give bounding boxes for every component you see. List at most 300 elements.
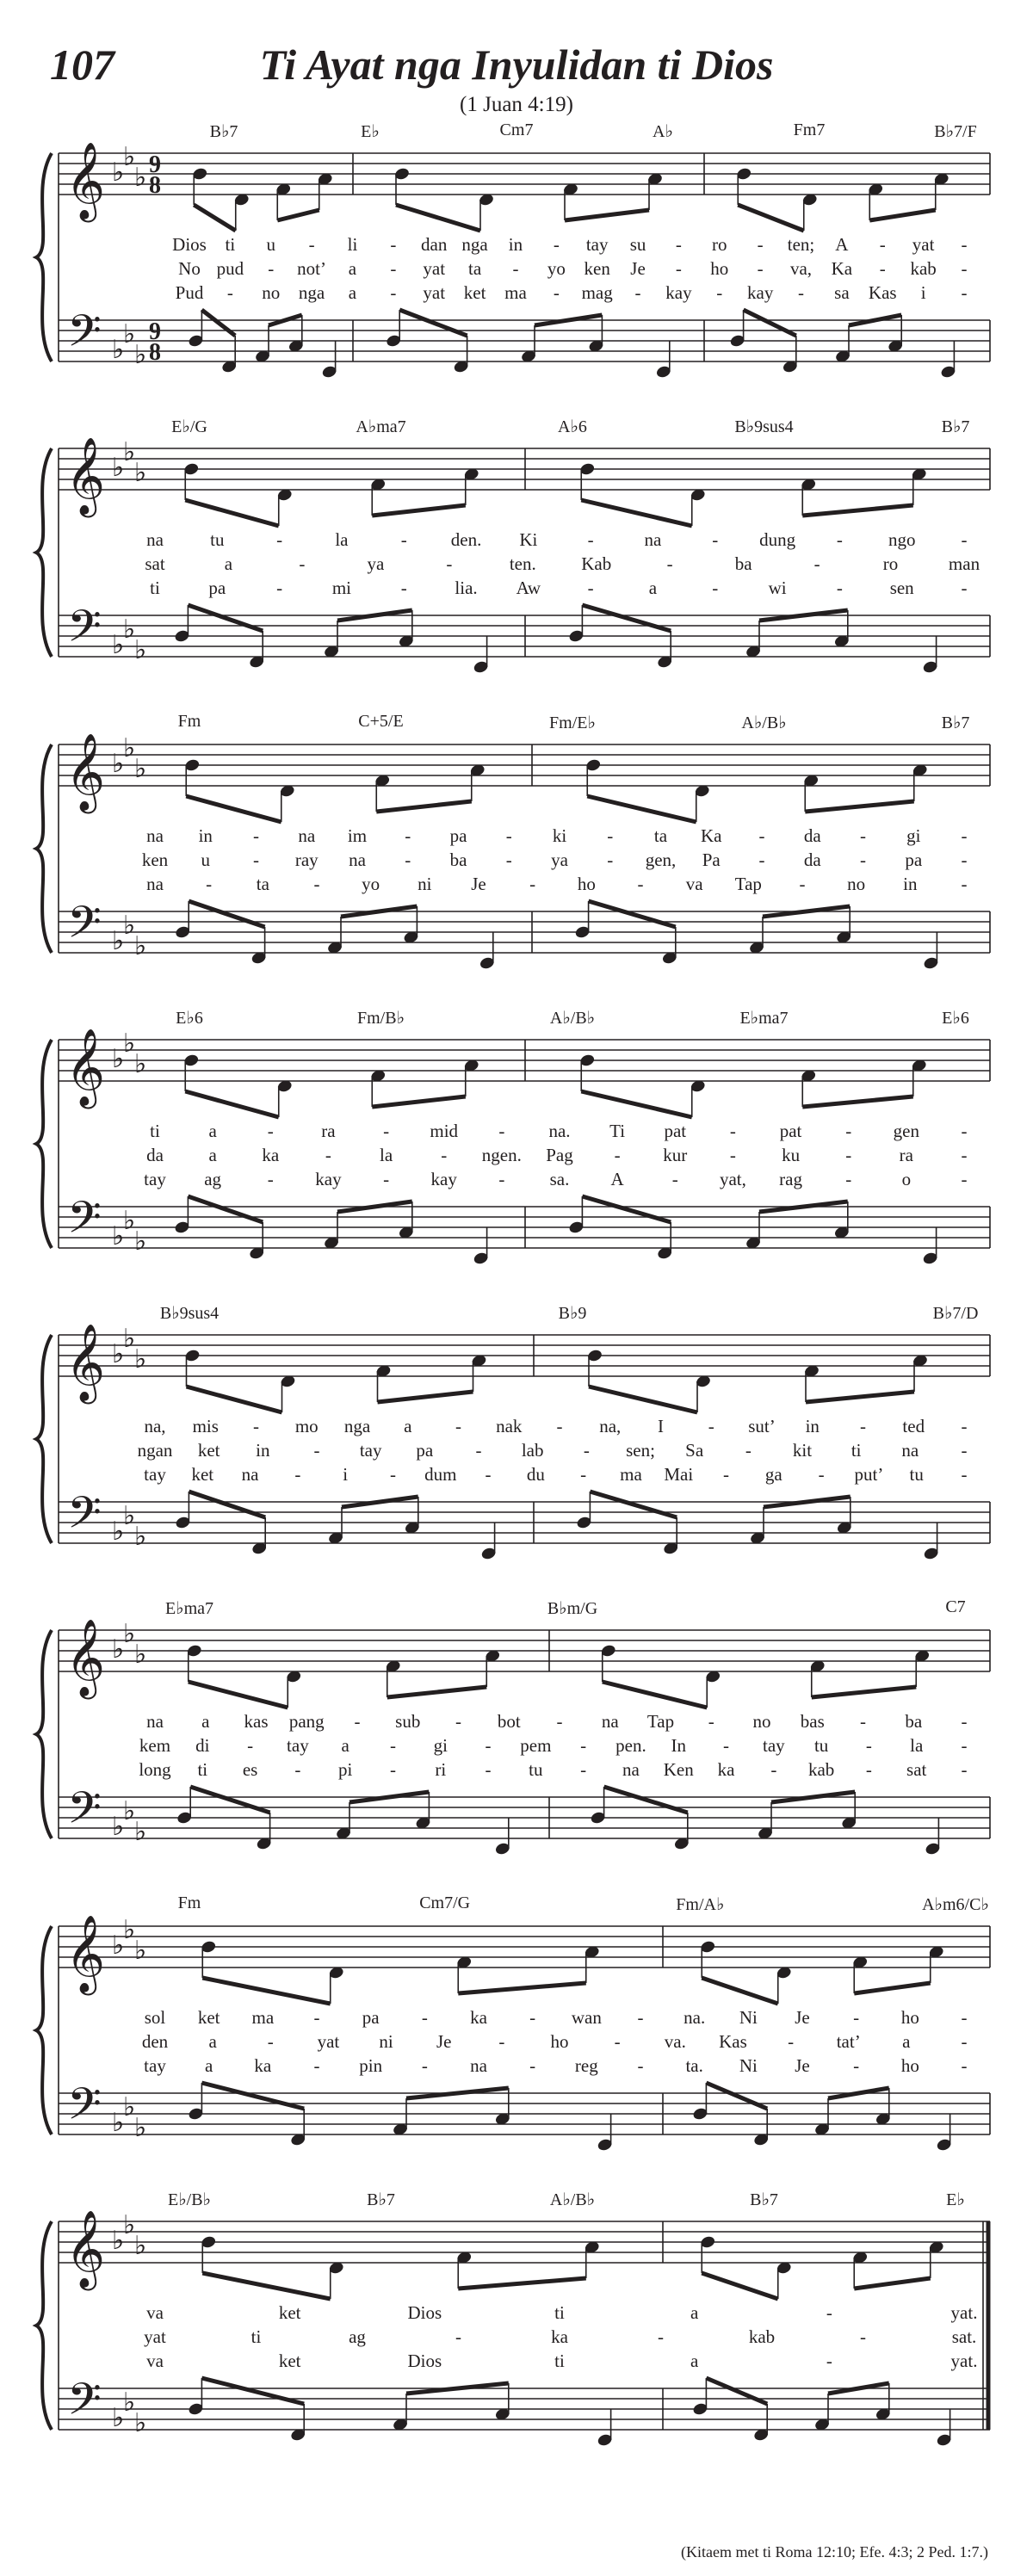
lyric-syllable-verse-2: - <box>961 1735 968 1756</box>
lyric-syllable-verse-1: - <box>757 234 764 255</box>
lyric-syllable-verse-2: a <box>348 258 357 279</box>
lyric-syllable-verse-1: pat <box>664 1121 687 1141</box>
lyric-syllable-verse-2: ni <box>379 2031 393 2052</box>
key-signature-flats <box>112 2388 146 2438</box>
lyric-syllable-verse-3: - <box>637 2055 644 2076</box>
lyric-syllable-verse-3: kay <box>315 1169 342 1189</box>
lyric-syllable-verse-1: pat <box>779 1121 802 1141</box>
lyric-syllable-verse-2: - <box>658 2326 664 2347</box>
lyric-syllable-verse-2: - <box>441 1145 448 1165</box>
chord-symbol: Fm/E♭ <box>549 713 596 732</box>
lyric-syllable-verse-2: Sa <box>685 1440 704 1461</box>
lyric-syllable-verse-2: yat <box>144 2326 166 2347</box>
lyric-syllable-verse-3: wi <box>768 578 787 598</box>
lyric-syllable-verse-2: - <box>757 258 764 279</box>
svg-text:♭: ♭ <box>112 1339 125 1369</box>
lyric-syllable-verse-1: na, <box>144 1416 166 1436</box>
lyric-syllable-verse-2: ti <box>851 1440 862 1461</box>
lyric-syllable-verse-1: pa <box>449 825 467 846</box>
svg-text:♭: ♭ <box>123 1501 136 1531</box>
lyric-syllable-verse-2: - <box>505 849 512 870</box>
lyric-syllable-verse-1: - <box>455 1711 461 1732</box>
treble-notes <box>579 1053 928 1117</box>
lyric-syllable-verse-3: va <box>146 2351 164 2371</box>
lyric-syllable-verse-3: - <box>389 1464 396 1485</box>
chord-symbol: B♭7 <box>367 2190 395 2209</box>
lyric-syllable-verse-1: a <box>201 1711 210 1732</box>
lyric-syllable-verse-3: - <box>961 2055 968 2076</box>
treble-notes <box>183 1053 480 1117</box>
lyric-syllable-verse-1: - <box>405 825 411 846</box>
lyric-syllable-verse-3: - <box>390 282 397 303</box>
lyric-syllable-verse-2: - <box>961 849 968 870</box>
lyric-syllable-verse-2: sat <box>145 553 165 574</box>
lyric-syllable-verse-2: ag <box>349 2326 366 2347</box>
key-signature-flats <box>112 1796 146 1847</box>
svg-text:♭: ♭ <box>112 1634 125 1665</box>
chord-symbol: A♭m6/C♭ <box>922 1895 989 1914</box>
lyric-syllable-verse-1: bot <box>497 1711 521 1732</box>
lyric-syllable-verse-2: in <box>256 1440 270 1461</box>
lyric-syllable-verse-1: - <box>729 1121 736 1141</box>
lyric-syllable-verse-2: Kas <box>719 2031 747 2052</box>
lyric-syllable-verse-2: di <box>195 1735 210 1756</box>
lyric-syllable-verse-2: - <box>865 1735 872 1756</box>
lyric-syllable-verse-2: kab <box>748 2326 776 2347</box>
svg-text:♭: ♭ <box>112 630 125 660</box>
bass-clef-icon <box>67 1486 102 1549</box>
lyric-syllable-verse-2: - <box>788 2031 795 2052</box>
treble-clef-icon <box>65 1324 105 1405</box>
lyric-syllable-verse-2: No <box>178 258 201 279</box>
lyric-syllable-verse-1: - <box>253 825 259 846</box>
treble-clef-icon <box>65 733 105 814</box>
lyric-syllable-verse-2: na <box>901 1440 919 1461</box>
svg-text:♭: ♭ <box>112 1517 125 1547</box>
lyric-syllable-verse-1: Ki <box>519 529 538 550</box>
lyric-syllable-verse-2: pem <box>520 1735 552 1756</box>
lyric-syllable-verse-1: - <box>961 529 968 550</box>
chord-symbol: B♭9sus4 <box>159 1304 220 1323</box>
treble-notes <box>585 758 929 822</box>
lyric-syllable-verse-1: na <box>146 825 164 846</box>
svg-text:♭: ♭ <box>112 1812 125 1842</box>
treble-notes <box>700 1940 945 2004</box>
lyric-syllable-verse-2: ya <box>367 553 385 574</box>
lyric-syllable-verse-2: ra <box>899 1145 914 1165</box>
lyric-syllable-verse-2: yat <box>317 2031 340 2052</box>
lyric-syllable-verse-2: - <box>745 1440 752 1461</box>
lyric-syllable-verse-3: - <box>961 874 968 894</box>
treble-notes <box>579 462 928 526</box>
treble-staff <box>59 1040 990 1081</box>
lyric-syllable-verse-1: ho <box>900 2007 919 2028</box>
svg-text:𝄞: 𝄞 <box>65 1619 106 1696</box>
chord-symbol: Cm7 <box>499 120 534 139</box>
lyric-syllable-verse-3: nga <box>298 282 325 303</box>
lyric-syllable-verse-2: pa <box>905 849 923 870</box>
lyric-syllable-verse-1: su <box>629 234 646 255</box>
lyric-syllable-verse-2: - <box>961 1145 968 1165</box>
svg-text:♭: ♭ <box>134 1226 147 1257</box>
lyric-syllable-verse-3: mag <box>581 282 613 303</box>
lyric-syllable-verse-1: na <box>146 529 164 550</box>
svg-text:♭: ♭ <box>123 1029 136 1059</box>
svg-text:♭: ♭ <box>112 158 125 188</box>
lyric-syllable-verse-2: sen; <box>626 1440 655 1461</box>
lyric-syllable-verse-1: na. <box>548 1121 571 1141</box>
lyric-syllable-verse-2: ken <box>141 849 169 870</box>
lyric-syllable-verse-2: Pag <box>546 1145 573 1165</box>
lyric-syllable-verse-2: va. <box>664 2031 686 2052</box>
lyric-syllable-verse-2: ten. <box>509 553 536 574</box>
lyric-syllable-verse-1: tu <box>210 529 225 550</box>
lyric-syllable-verse-2: - <box>405 849 411 870</box>
lyric-syllable-verse-3: - <box>798 282 805 303</box>
lyric-syllable-verse-1: - <box>498 1121 505 1141</box>
svg-text:♭: ♭ <box>123 2210 136 2240</box>
lyric-syllable-verse-3: pin <box>359 2055 383 2076</box>
lyric-syllable-verse-3: sa. <box>549 1169 570 1189</box>
key-signature-flats <box>112 2210 146 2261</box>
lyric-syllable-verse-3: du <box>526 1464 545 1485</box>
lyric-syllable-verse-1: ki <box>552 825 567 846</box>
system-brace <box>36 1630 59 1838</box>
lyric-syllable-verse-1: sub <box>395 1711 421 1732</box>
lyric-syllable-verse-1: ngo <box>888 529 916 550</box>
bass-clef-icon <box>67 2373 102 2436</box>
lyric-syllable-verse-1: mis <box>192 1416 219 1436</box>
lyric-syllable-verse-3: - <box>853 2055 860 2076</box>
lyric-syllable-verse-3: - <box>580 1464 587 1485</box>
lyric-syllable-verse-3: - <box>818 1464 825 1485</box>
lyric-syllable-verse-1: ti <box>225 234 236 255</box>
lyric-syllable-verse-3: - <box>770 1759 777 1780</box>
lyric-syllable-verse-2: kur <box>663 1145 688 1165</box>
chord-symbol: E♭ma7 <box>164 1599 214 1618</box>
lyric-syllable-verse-2: - <box>299 553 306 574</box>
lyric-syllable-verse-2: ray <box>294 849 319 870</box>
treble-notes <box>600 1644 931 1708</box>
lyric-syllable-verse-1: - <box>267 1121 274 1141</box>
lyric-syllable-verse-3: dum <box>424 1464 457 1485</box>
treble-staff <box>59 2221 990 2263</box>
lyric-syllable-verse-2: - <box>961 258 968 279</box>
lyric-syllable-verse-1: - <box>587 529 594 550</box>
lyric-syllable-verse-2: - <box>583 1440 590 1461</box>
lyric-syllable-verse-1: Ti <box>609 1121 626 1141</box>
system-brace <box>36 153 59 361</box>
lyric-syllable-verse-3: ti <box>150 578 160 598</box>
lyric-syllable-verse-1: Dios <box>172 234 207 255</box>
lyric-syllable-verse-1: - <box>505 825 512 846</box>
treble-notes <box>201 2235 601 2299</box>
lyric-syllable-verse-2: - <box>247 1735 254 1756</box>
lyric-syllable-verse-1: in <box>508 234 523 255</box>
lyric-syllable-verse-3: - <box>961 1759 968 1780</box>
time-signature <box>149 151 161 199</box>
lyric-syllable-verse-2: - <box>607 849 614 870</box>
svg-text:♭: ♭ <box>123 1206 136 1236</box>
lyric-syllable-verse-2: ket <box>197 1440 220 1461</box>
lyric-syllable-verse-3: - <box>723 1464 730 1485</box>
svg-text:𝄢: 𝄢 <box>67 305 102 368</box>
lyric-syllable-verse-2: - <box>313 1440 320 1461</box>
lyric-syllable-verse-2: - <box>253 849 259 870</box>
lyric-syllable-verse-3: sen <box>889 578 914 598</box>
system-brace <box>36 1926 59 2134</box>
chord-symbol: B♭7 <box>750 2190 778 2209</box>
key-signature-flats <box>112 615 146 665</box>
svg-text:♭: ♭ <box>134 1049 147 1079</box>
lyric-syllable-verse-2: ho <box>710 258 729 279</box>
key-signature-flats <box>112 911 146 961</box>
svg-text:♭: ♭ <box>112 1930 125 1961</box>
lyric-syllable-verse-1: yat. <box>950 2302 978 2323</box>
lyric-syllable-verse-3: va <box>685 874 703 894</box>
lyric-syllable-verse-3: ag <box>204 1169 222 1189</box>
lyric-syllable-verse-3: pi <box>338 1759 353 1780</box>
lyric-syllable-verse-2: ken <box>584 258 610 279</box>
lyric-syllable-verse-3: Tap <box>734 874 762 894</box>
bass-clef-icon <box>67 896 102 959</box>
lyric-syllable-verse-1: in <box>805 1416 820 1436</box>
lyric-syllable-verse-2: ba <box>449 849 467 870</box>
lyric-syllable-verse-1: nga <box>461 234 488 255</box>
lyric-syllable-verse-3: i <box>920 282 926 303</box>
svg-text:♭: ♭ <box>123 733 136 763</box>
lyric-syllable-verse-3: Kas <box>868 282 897 303</box>
song-title: Ti Ayat nga Inyulidan ti Dios <box>259 40 774 89</box>
svg-text:♭: ♭ <box>123 911 136 941</box>
lyric-syllable-verse-3: in <box>903 874 918 894</box>
svg-text:♭: ♭ <box>123 1619 136 1649</box>
bass-clef-icon <box>67 1782 102 1844</box>
svg-text:♭: ♭ <box>112 335 125 365</box>
chord-symbol: E♭/G <box>171 417 207 436</box>
lyric-syllable-verse-1: - <box>390 234 397 255</box>
lyric-syllable-verse-3: - <box>529 2055 536 2076</box>
lyric-syllable-verse-2: ka <box>262 1145 280 1165</box>
key-signature-flats <box>112 1915 146 1966</box>
treble-notes <box>586 1349 928 1412</box>
music-system <box>0 1893 1033 2190</box>
system-brace <box>36 2221 59 2430</box>
treble-notes <box>393 167 663 231</box>
lyric-syllable-verse-2: not’ <box>297 258 327 279</box>
lyric-syllable-verse-2: - <box>879 258 886 279</box>
treble-clef-icon <box>65 1619 105 1700</box>
lyric-syllable-verse-2: - <box>580 1735 587 1756</box>
lyric-syllable-verse-3: tu <box>529 1759 543 1780</box>
music-system <box>0 120 1033 417</box>
lyric-syllable-verse-3: mi <box>331 578 352 598</box>
lyric-syllable-verse-3: yo <box>362 874 380 894</box>
lyric-syllable-verse-1: Tap <box>646 1711 675 1732</box>
lyric-syllable-verse-3: tay <box>144 2055 166 2076</box>
treble-notes <box>186 1644 501 1708</box>
lyric-syllable-verse-2: - <box>389 1735 396 1756</box>
lyric-syllable-verse-1: dan <box>421 234 448 255</box>
lyric-syllable-verse-3: - <box>267 1169 274 1189</box>
treble-clef-icon <box>65 1029 105 1109</box>
svg-text:𝄞: 𝄞 <box>65 1029 106 1106</box>
lyric-syllable-verse-3: ka <box>717 1759 735 1780</box>
lyric-syllable-verse-3: yat, <box>719 1169 746 1189</box>
svg-text:♭: ♭ <box>134 635 147 665</box>
lyric-syllable-verse-3: Pud <box>175 282 204 303</box>
bass-clef-icon <box>67 1191 102 1254</box>
lyric-syllable-verse-1: na <box>644 529 662 550</box>
lyric-syllable-verse-1: a <box>404 1416 412 1436</box>
svg-text:♭: ♭ <box>112 1044 125 1074</box>
chord-symbol: Fm <box>177 712 201 731</box>
lyric-syllable-verse-2: - <box>723 1735 730 1756</box>
svg-text:♭: ♭ <box>134 754 147 784</box>
chord-symbol: E♭6 <box>942 1009 969 1028</box>
lyric-syllable-verse-2: Ka <box>831 258 853 279</box>
chord-symbol: B♭7/D <box>932 1304 979 1323</box>
lyric-syllable-verse-2: u <box>201 849 210 870</box>
key-signature-flats <box>112 1501 146 1552</box>
lyric-syllable-verse-3: Dios <box>407 2351 442 2371</box>
lyric-syllable-verse-2: ti <box>251 2326 262 2347</box>
svg-text:♭: ♭ <box>112 2108 125 2138</box>
key-signature-flats <box>112 733 146 784</box>
lyric-syllable-verse-1: ket <box>278 2302 301 2323</box>
song-number: 107 <box>50 40 114 89</box>
lyric-syllable-verse-1: - <box>961 1121 968 1141</box>
lyric-syllable-verse-2: - <box>675 258 682 279</box>
lyric-syllable-verse-1: - <box>853 2007 860 2028</box>
lyric-syllable-verse-1: A <box>835 234 849 255</box>
lyric-syllable-verse-1: la <box>335 529 349 550</box>
chord-symbol: C+5/E <box>358 712 404 731</box>
svg-text:8: 8 <box>149 172 161 199</box>
lyric-syllable-verse-1: - <box>400 529 407 550</box>
lyric-syllable-verse-2: gen, <box>645 849 677 870</box>
lyric-syllable-verse-3: sa <box>834 282 850 303</box>
lyric-syllable-verse-3: Je <box>471 874 486 894</box>
svg-text:𝄢: 𝄢 <box>67 600 102 663</box>
svg-text:𝄢: 𝄢 <box>67 896 102 959</box>
lyric-syllable-verse-2: ku <box>782 1145 801 1165</box>
lyric-syllable-verse-3: ni <box>418 874 432 894</box>
lyric-syllable-verse-2: a <box>208 2031 217 2052</box>
lyric-syllable-verse-3: rag <box>779 1169 802 1189</box>
lyric-syllable-verse-1: - <box>308 234 315 255</box>
svg-text:♭: ♭ <box>112 2226 125 2256</box>
lyric-syllable-verse-3: - <box>294 1759 301 1780</box>
music-system <box>0 1007 1033 1304</box>
svg-text:𝄢: 𝄢 <box>67 2078 102 2140</box>
svg-text:𝄞: 𝄞 <box>65 437 106 515</box>
lyric-syllable-verse-2: den <box>141 2031 169 2052</box>
lyric-syllable-verse-1: - <box>961 2007 968 2028</box>
lyric-syllable-verse-3: - <box>845 1169 852 1189</box>
lyric-syllable-verse-1: Dios <box>407 2302 442 2323</box>
lyric-syllable-verse-1: a <box>208 1121 217 1141</box>
lyric-syllable-verse-2: a <box>224 553 233 574</box>
lyric-syllable-verse-2: ta <box>468 258 482 279</box>
svg-text:𝄢: 𝄢 <box>67 1782 102 1844</box>
system-brace <box>36 744 59 953</box>
lyric-syllable-verse-1: ra <box>321 1121 336 1141</box>
treble-notes <box>736 167 950 231</box>
lyric-syllable-verse-3: - <box>671 1169 678 1189</box>
chord-symbol: E♭ma7 <box>739 1009 789 1028</box>
svg-text:♭: ♭ <box>112 926 125 956</box>
lyric-syllable-verse-3: kay <box>746 282 774 303</box>
key-signature-flats <box>112 1029 146 1079</box>
chord-symbol: E♭ <box>946 2190 965 2209</box>
svg-text:♭: ♭ <box>134 163 147 193</box>
music-system <box>0 1597 1033 1894</box>
lyric-syllable-verse-1: - <box>961 825 968 846</box>
lyric-syllable-verse-2: lab <box>521 1440 544 1461</box>
lyric-syllable-verse-3: A <box>610 1169 624 1189</box>
lyric-syllable-verse-1: nga <box>343 1416 371 1436</box>
lyric-syllable-verse-2: - <box>860 2326 866 2347</box>
lyric-syllable-verse-1: na <box>146 1711 164 1732</box>
music-score <box>0 120 1033 2513</box>
lyric-syllable-verse-3: ti <box>554 2351 565 2371</box>
svg-text:♭: ♭ <box>112 749 125 779</box>
lyric-syllable-verse-3: - <box>961 1169 968 1189</box>
treble-clef-icon <box>65 142 105 223</box>
lyric-syllable-verse-1: u <box>266 234 275 255</box>
lyric-syllable-verse-3: kab <box>807 1759 835 1780</box>
lyric-syllable-verse-3: Je <box>795 2055 810 2076</box>
lyric-syllable-verse-2: tay <box>359 1440 382 1461</box>
lyric-syllable-verse-1: - <box>961 1416 968 1436</box>
lyric-syllable-verse-1: ro <box>712 234 727 255</box>
lyric-syllable-verse-3: Ni <box>739 2055 758 2076</box>
chord-symbol: E♭6 <box>176 1009 203 1028</box>
lyric-syllable-verse-3: - <box>961 1464 968 1485</box>
lyric-syllable-verse-3: lia. <box>455 578 478 598</box>
svg-text:♭: ♭ <box>112 453 125 483</box>
lyric-syllable-verse-1: - <box>529 2007 536 2028</box>
lyric-syllable-verse-1: - <box>421 2007 428 2028</box>
treble-clef-icon <box>65 2210 105 2291</box>
footer-references: (Kitaem met ti Roma 12:10; Efe. 4:3; 2 Ped. 1:7.) <box>681 2543 988 2561</box>
lyric-syllable-verse-3: - <box>836 578 843 598</box>
treble-staff <box>59 1926 990 1968</box>
lyric-syllable-verse-2: - <box>845 1145 852 1165</box>
svg-text:♭: ♭ <box>112 2403 125 2433</box>
lyric-syllable-verse-1: Ka <box>701 825 722 846</box>
lyric-syllable-verse-2: a <box>208 1145 217 1165</box>
time-signature <box>149 318 161 366</box>
lyric-syllable-verse-1: kas <box>244 1711 269 1732</box>
scripture-reference: (1 Juan 4:19) <box>460 93 573 116</box>
svg-text:♭: ♭ <box>123 2388 136 2418</box>
lyric-syllable-verse-2: - <box>446 553 453 574</box>
lyric-syllable-verse-1: tay <box>585 234 609 255</box>
lyric-syllable-verse-3: a <box>648 578 658 598</box>
lyric-syllable-verse-3: ti <box>197 1759 208 1780</box>
lyric-syllable-verse-1: ta <box>653 825 668 846</box>
key-signature-flats <box>112 1324 146 1374</box>
svg-text:♭: ♭ <box>134 931 147 961</box>
lyric-syllable-verse-1: ti <box>554 2302 565 2323</box>
lyric-syllable-verse-1: den. <box>450 529 482 550</box>
chord-symbol: A♭ma7 <box>356 417 406 436</box>
lyric-syllable-verse-2: Kab <box>581 553 612 574</box>
music-system <box>0 1302 1033 1599</box>
lyric-syllable-verse-2: la <box>910 1735 924 1756</box>
